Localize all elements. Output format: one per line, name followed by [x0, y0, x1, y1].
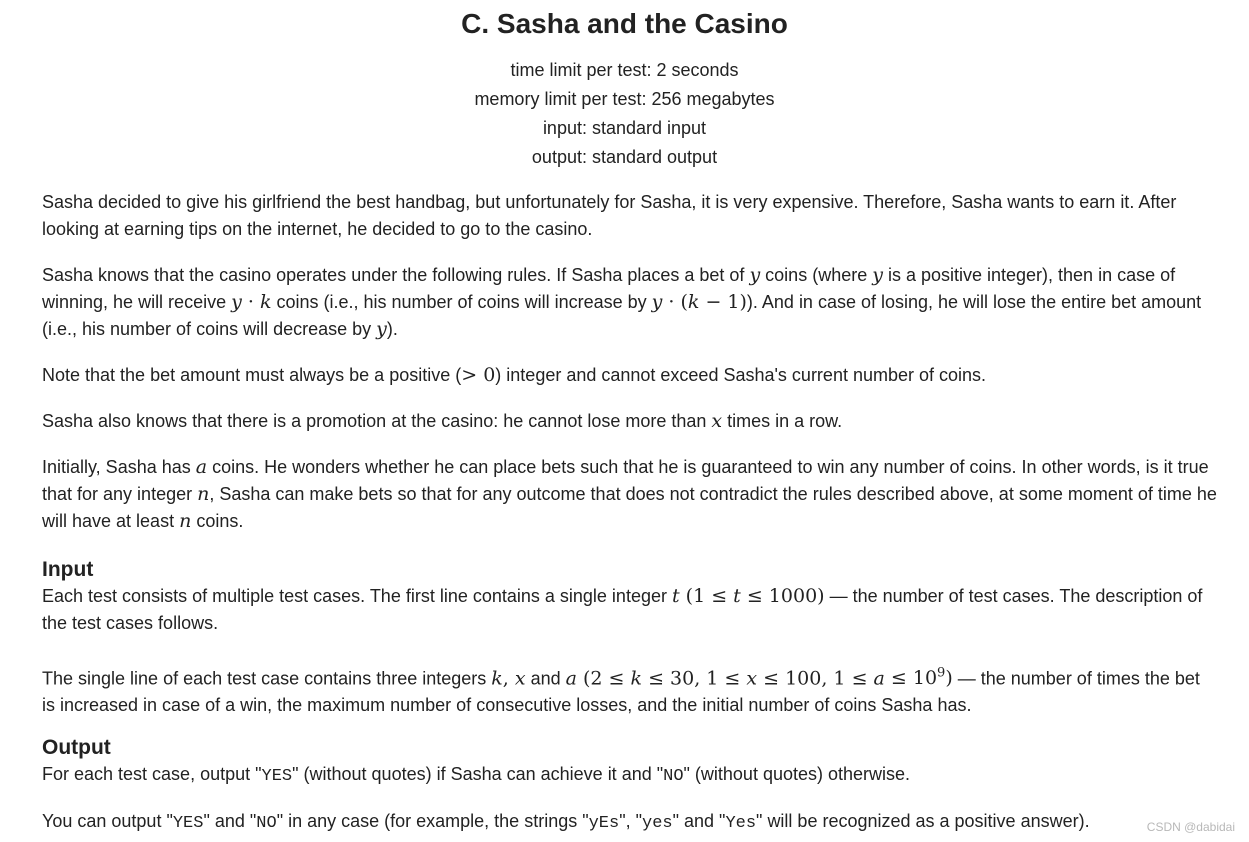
- statement-p1: Sasha decided to give his girlfriend the best handbag, but unfortunately for Sasha, it is very expensive. Therefore, Sasha wants to earn it. After looking at earning tips on the internet, he decided to go to the casino.: [42, 192, 1177, 239]
- statement-p5: Initially, Sasha has a coins. He wonders whether he can place bets such that he is guaranteed to win any number of coins. In other words, is it true that for any integer n, Sasha can make bets so that for any outcome that does not contradict the rules described above, at some moment of time he will have at least n coins.: [42, 456, 1217, 532]
- output-p2: You can output "YES" and "NO" in any case (for example, the strings "yEs", "yes" and "Yes" will be recognized as a positive answer).: [42, 811, 1090, 833]
- output-section: Output For each test case, output "YES" (without quotes) if Sasha can achieve it and "NO" (without quotes) otherwise.: [42, 734, 1217, 790]
- input-p2: The single line of each test case contains three integers k, x and a (2 ≤ k ≤ 30, 1 ≤ x ≤ 100, $1 \le a \le 10^9$) — the number of times the bet is increased in case of a win, the maximum number of consecutive losses, and the initial number of coins Sasha has.: [42, 666, 1200, 716]
- statement-p4: Sasha also knows that there is a promotion at the casino: he cannot lose more than x times in a row.: [42, 410, 843, 432]
- problem-title: C. Sasha and the Casino: [461, 8, 788, 39]
- problem-limits: [0, 56, 1249, 172]
- output-title: Output: [42, 736, 111, 759]
- input-spec: input: standard input: [542, 118, 707, 138]
- input-section: Input Each test consists of multiple test cases. The first line contains a single integer t (1 ≤ t ≤ 1000) — the number of test cases. The description of the test cases follows.: [42, 556, 1217, 637]
- statement-p2: Sasha knows that the casino operates under the following rules. If Sasha places a bet of y coins (where y is a positive integer), then in case of winning, he will receive y · k coins (i.e., his number of coins will increase by y · (k − 1)). And in case of losing, he will lose the entire bet amount (i.e., his number of coins will decrease by y).: [42, 264, 1202, 340]
- statement-p3: Note that the bet amount must always be a positive (> 0) integer and cannot exceed Sasha's current number of coins.: [42, 364, 987, 386]
- watermark: CSDN @dabidai: [1146, 820, 1235, 834]
- output-spec: output: standard output: [531, 147, 718, 167]
- memory-limit: memory limit per test: 256 megabytes: [474, 89, 775, 109]
- input-title: Input: [42, 558, 94, 581]
- time-limit: time limit per test: 2 seconds: [510, 60, 739, 80]
